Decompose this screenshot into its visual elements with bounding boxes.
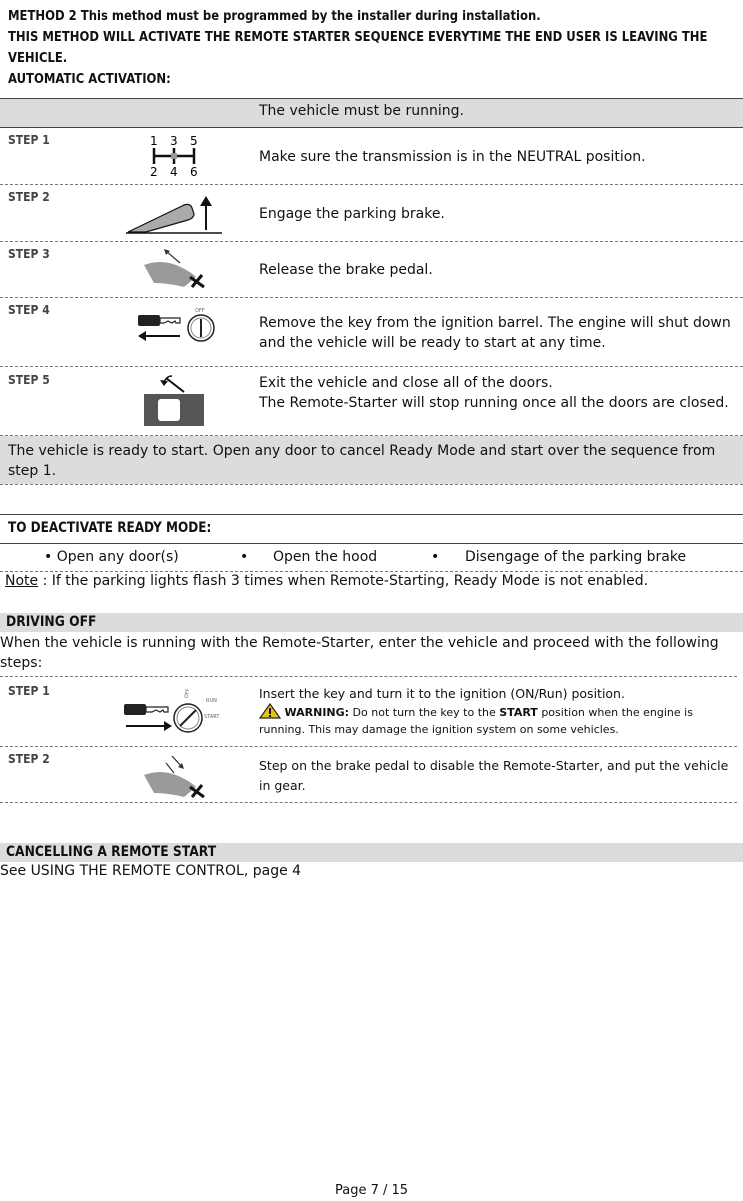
brake-pedal-icon	[140, 247, 210, 293]
drive-step-1-label: STEP 1	[8, 684, 50, 698]
note	[5, 573, 740, 589]
method-line-2: THIS METHOD WILL ACTIVATE THE REMOTE STARTER SEQUENCE EVERYTIME THE END USER IS LEAVING THE	[8, 29, 708, 45]
auto-step-5-line-1: Exit the vehicle and close all of the doors.	[259, 375, 553, 391]
deactivate-item-2: Open the hood	[273, 549, 378, 565]
auto-step-1-text: Make sure the transmission is in the NEUTRAL position.	[259, 149, 646, 165]
deactivate-bullet-2: •	[240, 549, 249, 565]
auto-step-2-text: Engage the parking brake.	[259, 206, 445, 222]
warning-text-pre: Do not turn the key to the	[349, 706, 500, 719]
cancel-text: See USING THE REMOTE CONTROL, page 4	[0, 863, 302, 879]
brake-press-icon	[140, 753, 210, 803]
driving-off-intro: When the vehicle is running with the Remote-Starter, enter the vehicle and proceed with the following steps:	[0, 635, 719, 671]
method-header	[8, 6, 730, 90]
note-label: Note	[5, 573, 39, 589]
svg-text:3: 3	[170, 134, 178, 148]
auto-step-4-label: STEP 4	[8, 303, 50, 317]
warning-text-post: position when the engine is running. This may damage the ignition system on some vehicles.	[259, 706, 693, 736]
start-label-small: START	[204, 714, 220, 720]
warning-label: WARNING:	[284, 706, 350, 719]
door-close-icon	[142, 374, 206, 432]
svg-text:5: 5	[190, 134, 198, 148]
auto-step-3-label: STEP 3	[8, 247, 50, 261]
run-label-small: RUN	[206, 698, 217, 704]
page-number: Page 7 / 15	[334, 1183, 409, 1198]
svg-text:1: 1	[150, 134, 158, 148]
key-remove-icon	[134, 304, 218, 348]
gear-shift-icon	[148, 134, 202, 182]
auto-step-1-label: STEP 1	[8, 133, 50, 147]
auto-step-4-text: Remove the key from the ignition barrel. The engine will shut down and the vehicle will be ready to start at any time.	[259, 315, 731, 351]
auto-step-5-label: STEP 5	[8, 373, 50, 387]
drive-step-2-label: STEP 2	[8, 752, 50, 766]
warning-icon	[259, 706, 281, 719]
deactivate-bullet-3: •	[431, 549, 440, 565]
drive-step-2-text: Step on the brake pedal to disable the Remote-Starter, and put the vehicle in gear.	[259, 758, 729, 793]
drive-step-1-instruction: Insert the key and turn it to the ignition (ON/Run) position.	[259, 686, 625, 701]
auto-step-5-text	[259, 373, 739, 413]
key-insert-icon	[122, 688, 224, 740]
table-header-text: The vehicle must be running.	[259, 103, 464, 119]
deactivate-item-3: Disengage of the parking brake	[465, 549, 687, 565]
drive-step-1-warning	[259, 703, 739, 738]
ready-footer-text: The vehicle is ready to start. Open any door to cancel Ready Mode and start over the sequence from step 1.	[8, 443, 716, 479]
auto-step-2-label: STEP 2	[8, 190, 50, 204]
off-label-small: OFF	[183, 688, 192, 699]
svg-text:4: 4	[170, 165, 178, 178]
method-line-4: AUTOMATIC ACTIVATION:	[8, 71, 171, 87]
method-line-3: VEHICLE.	[8, 50, 68, 66]
drive-step-1-text	[259, 684, 739, 738]
svg-text:2: 2	[150, 165, 158, 178]
note-text: : If the parking lights flash 3 times when Remote-Starting, Ready Mode is not enabled.	[38, 573, 649, 589]
warning-start: START	[499, 706, 538, 719]
svg-text:6: 6	[190, 165, 198, 178]
auto-step-5-line-2: The Remote-Starter will stop running once all the doors are closed.	[259, 395, 729, 411]
cancel-title: CANCELLING A REMOTE START	[0, 843, 743, 862]
driving-off-title: DRIVING OFF	[0, 613, 743, 632]
deactivate-title: TO DEACTIVATE READY MODE:	[8, 520, 212, 536]
auto-step-3-text: Release the brake pedal.	[259, 262, 433, 278]
method-line-1: METHOD 2 This method must be programmed by the installer during installation.	[8, 8, 541, 24]
off-icon-label: OFF	[195, 308, 205, 314]
parking-brake-icon	[124, 192, 224, 240]
deactivate-item-1: • Open any door(s)	[44, 549, 179, 565]
